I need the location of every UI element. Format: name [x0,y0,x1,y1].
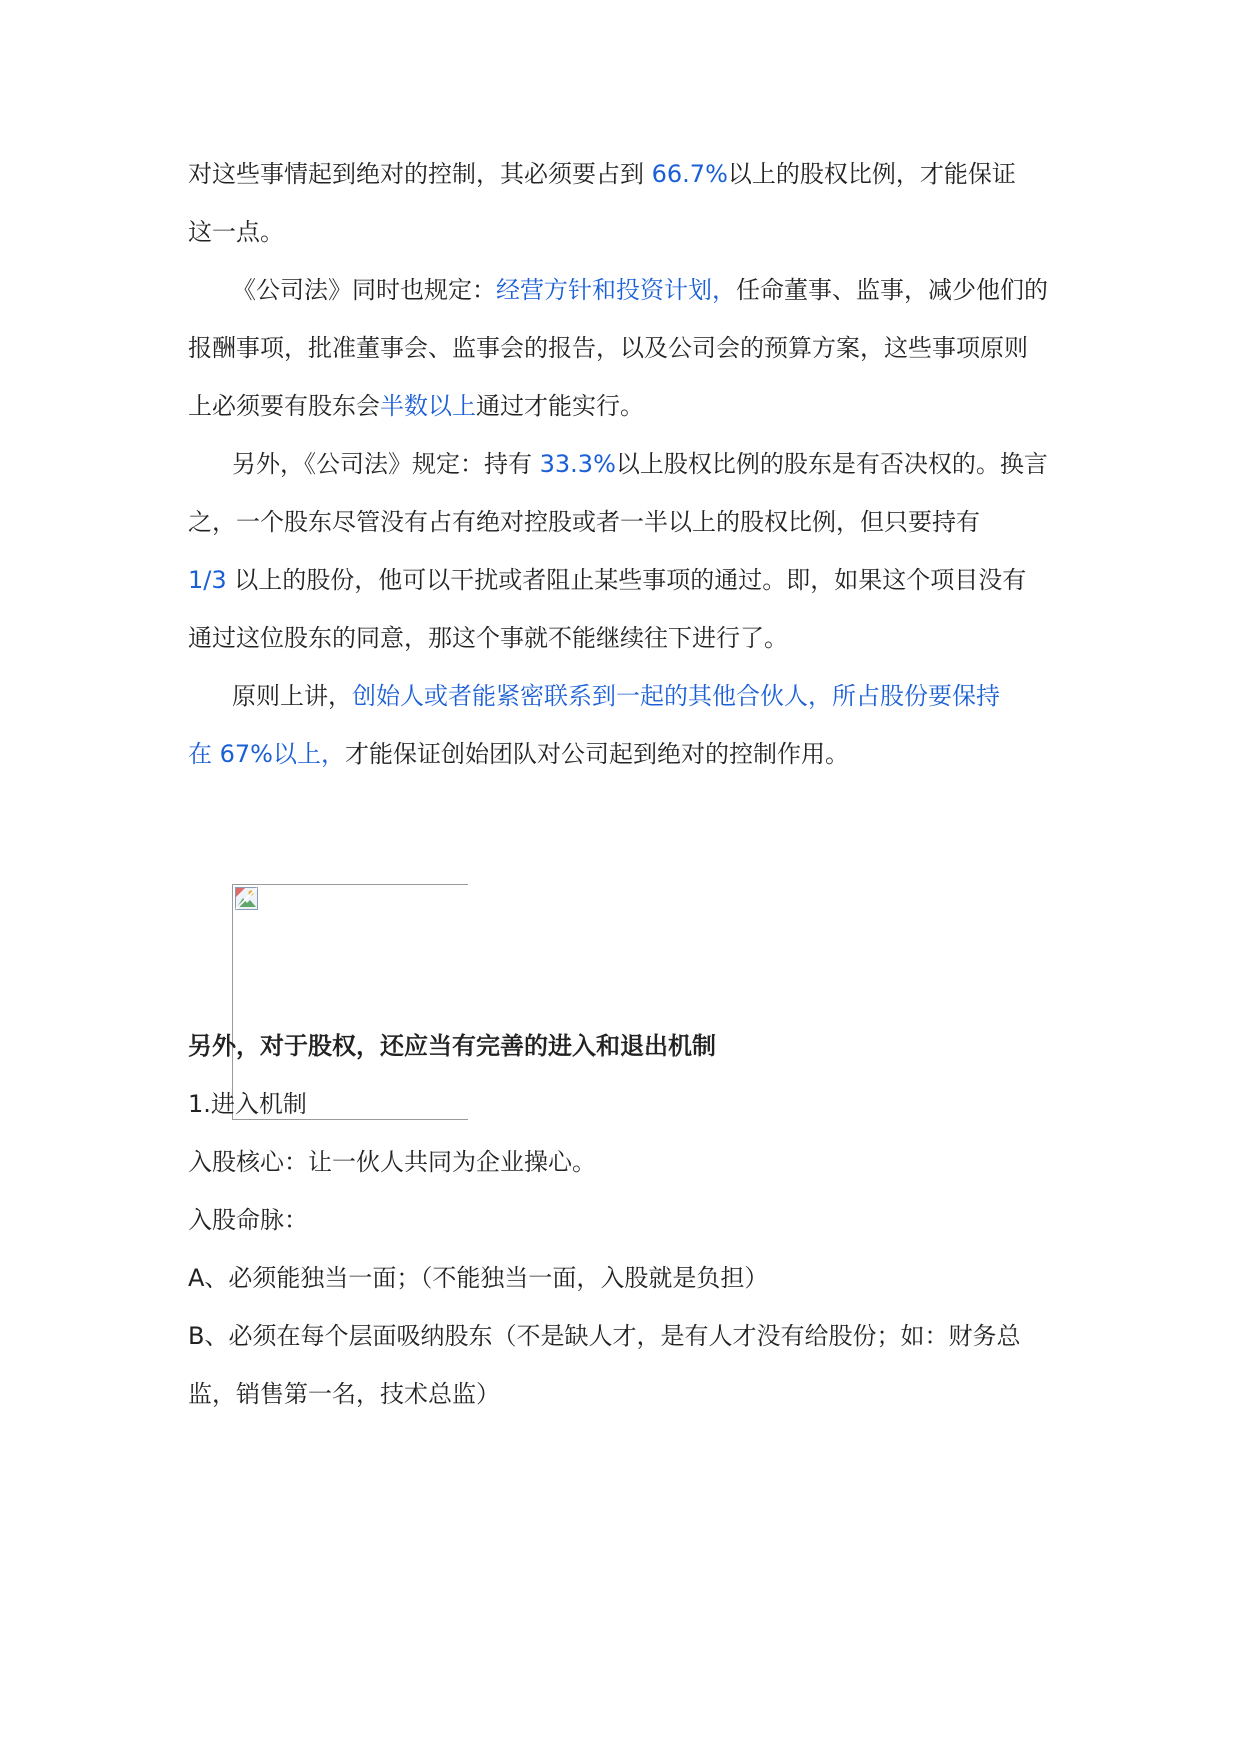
paragraph-2-line-2 [188,332,1028,364]
text-run: 对这些事情起到绝对的控制，其必须要占到 [188,160,652,188]
entry-mechanism-title: 1.进入机制 [188,1090,307,1118]
text-run: 《公司法》同时也规定： [232,276,496,304]
text-run: 报酬事项，批准董事会、监事会的报告，以及公司会的预算方案，这些事项原则 [188,334,1028,362]
highlight-text: 在 67%以上， [188,740,345,768]
paragraph-4-line-1 [232,680,1000,712]
list-item-b-line-2: 监，销售第一名，技术总监） [188,1380,500,1408]
entry-core-text: 入股核心：让一伙人共同为企业操心。 [188,1148,596,1176]
text-run: 这一点。 [188,218,284,246]
paragraph-3-line-1 [232,448,1048,480]
paragraph-2-line-3 [188,390,644,422]
highlight-text: 33.3% [539,450,616,478]
paragraph-1-line-2 [188,216,284,248]
broken-image-frame [232,884,468,1120]
text-run: 才能保证创始团队对公司起到绝对的控制作用。 [344,740,849,768]
text-run: 另外，《公司法》规定：持有 [232,450,540,478]
paragraph-3-line-2 [188,506,980,538]
section-heading: 另外，对于股权，还应当有完善的进入和退出机制 [188,1032,716,1060]
list-item-a: A、必须能独当一面；（不能独当一面，入股就是负担） [188,1264,769,1292]
paragraph-3-line-4 [188,622,788,654]
highlight-text: 半数以上 [380,392,476,420]
text-run: 原则上讲， [232,682,352,710]
text-run: 以上股权比例的股东是有否决权的。换言 [615,450,1048,478]
highlight-text: 经营方针和投资计划， [496,276,736,304]
text-run: 以上的股份，他可以干扰或者阻止某些事项的通过。即，如果这个项目没有 [226,566,1027,594]
paragraph-1-line-1 [188,158,1016,190]
text-run: 上必须要有股东会 [188,392,380,420]
paragraph-3-line-3 [188,564,1026,596]
text-run: 任命董事、监事，减少他们的 [736,276,1048,304]
highlight-text: 创始人或者能紧密联系到一起的其他合伙人，所占股份要保持 [352,682,1000,710]
list-item-b-line-1: B、必须在每个层面吸纳股东（不是缺人才，是有人才没有给股份；如：财务总 [188,1322,1021,1350]
text-run: 之，一个股东尽管没有占有绝对控股或者一半以上的股权比例，但只要持有 [188,508,980,536]
text-run: 以上的股权比例，才能保证 [727,160,1016,188]
text-run: 通过这位股东的同意，那这个事就不能继续往下进行了。 [188,624,788,652]
highlight-text: 66.7% [651,160,728,188]
broken-image-icon [235,887,258,910]
paragraph-2-line-1 [232,274,1048,306]
entry-lifeline-text: 入股命脉： [188,1206,308,1234]
highlight-text: 1/3 [188,566,227,594]
text-run: 通过才能实行。 [476,392,644,420]
paragraph-4-line-2 [188,738,849,770]
